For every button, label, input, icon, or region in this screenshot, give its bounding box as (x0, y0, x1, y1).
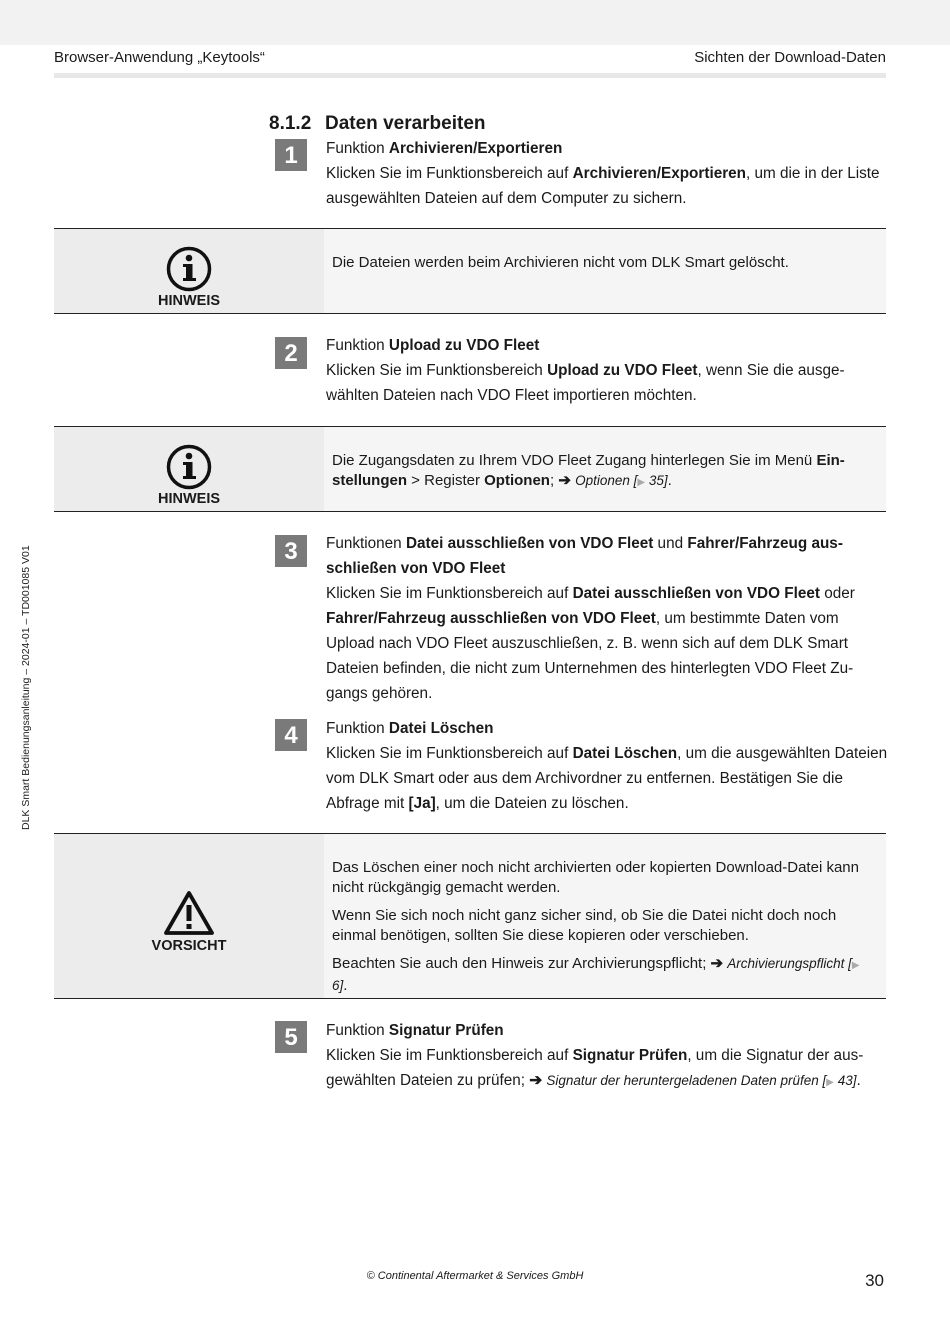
footer-copyright: © Continental Aftermarket & Services GmbH (366, 1270, 584, 1282)
page-number: 30 (865, 1271, 884, 1290)
notice-box-hinweis-2 (54, 426, 886, 512)
step-badge-5: 5 (275, 1021, 307, 1053)
section-title: Daten verarbeiten (325, 113, 486, 134)
header-rule (54, 73, 886, 78)
notice-text: Die Dateien werden beim Archivieren nicht vom DLK Smart gelöscht. (332, 254, 789, 271)
info-icon (54, 246, 324, 297)
notice-label: VORSICHT (151, 938, 227, 954)
top-band (0, 0, 950, 45)
notice-text: Die Zugangsdaten zu Ihrem VDO Fleet Zugang hinterlegen Sie im Menü Einstellungen > Register Optionen; ➔ Optionen [▶ 35]. (332, 452, 845, 489)
section-heading (269, 113, 486, 135)
side-document-id: DLK Smart Bedienungsanleitung – 2024-01 – TD001085 V01 (20, 545, 32, 830)
notice-box-hinweis-1 (54, 228, 886, 314)
cross-reference-link[interactable]: Archivierungspflicht [▶ 6] (332, 956, 860, 993)
notice-label: HINWEIS (157, 293, 221, 309)
info-icon (54, 444, 324, 495)
step-badge-2: 2 (275, 337, 307, 369)
step-4-text: Funktion Datei Löschen Klicken Sie im Funktionsbereich auf Datei Löschen, um die ausgewählten Dateien vom DLK Smart oder aus dem Archivordner zu entfernen. Bestätigen Sie die Abfrage mit [Ja], um die Dateien zu löschen. (326, 720, 888, 812)
step-1-text: Funktion Archivieren/Exportieren Klicken Sie im Funktionsbereich auf Archivieren/Exportieren, um die in der Liste ausgewählten Dateien auf dem Computer zu sichern. (326, 140, 880, 207)
header-left: Browser-Anwendung „Keytools“ (54, 49, 265, 66)
notice-label: HINWEIS (157, 491, 221, 507)
notice-text (332, 858, 877, 1004)
warning-icon (54, 890, 324, 941)
step-3-text: Funktionen Datei ausschließen von VDO Fleet und Fahrer/Fahrzeug ausschließen von VDO Fleet Klicken Sie im Funktionsbereich auf Datei ausschließen von VDO Fleet oder Fahrer/Fahrzeug ausschließen von VDO Fleet, um bestimmte Daten vom Upload nach VDO Fleet auszuschließen, z. B. wenn sich auf dem DLK Smart Dateien befinden, die nicht zum Unternehmen des hinterlegten VDO Fleet Zugangs gehören. (326, 535, 855, 702)
cross-reference-link[interactable]: Signatur der heruntergeladenen Daten prüfen [▶ 43] (546, 1073, 857, 1088)
notice-paragraph-3: Beachten Sie auch den Hinweis zur Archivierungspflicht; ➔ Archivierungspflicht [▶ 6]. (332, 955, 860, 994)
step-badge-4: 4 (275, 719, 307, 751)
step-5-text: Funktion Signatur Prüfen Klicken Sie im Funktionsbereich auf Signatur Prüfen, um die Signatur der ausgewählten Dateien zu prüfen; ➔ Signatur der heruntergeladenen Daten prüfen [▶ 43]. (326, 1022, 864, 1089)
step-2-text: Funktion Upload zu VDO Fleet Klicken Sie im Funktionsbereich Upload zu VDO Fleet, wenn Sie die ausgewählten Dateien nach VDO Fleet importieren möchten. (326, 337, 845, 404)
notice-box-vorsicht (54, 833, 886, 999)
header-right: Sichten der Download-Daten (694, 49, 886, 66)
step-badge-1: 1 (275, 139, 307, 171)
notice-paragraph-2: Wenn Sie sich noch nicht ganz sicher sind, ob Sie die Datei nicht doch noch einmal benötigen, sollten Sie diese kopieren oder verschieben. (332, 907, 837, 944)
notice-paragraph-1: Das Löschen einer noch nicht archivierten oder kopierten Download-Datei kann nicht rückgängig gemacht werden. (332, 859, 859, 896)
step-badge-3: 3 (275, 535, 307, 567)
cross-reference-link[interactable]: Optionen [▶ 35] (575, 472, 668, 488)
section-number: 8.1.2 (269, 113, 312, 134)
